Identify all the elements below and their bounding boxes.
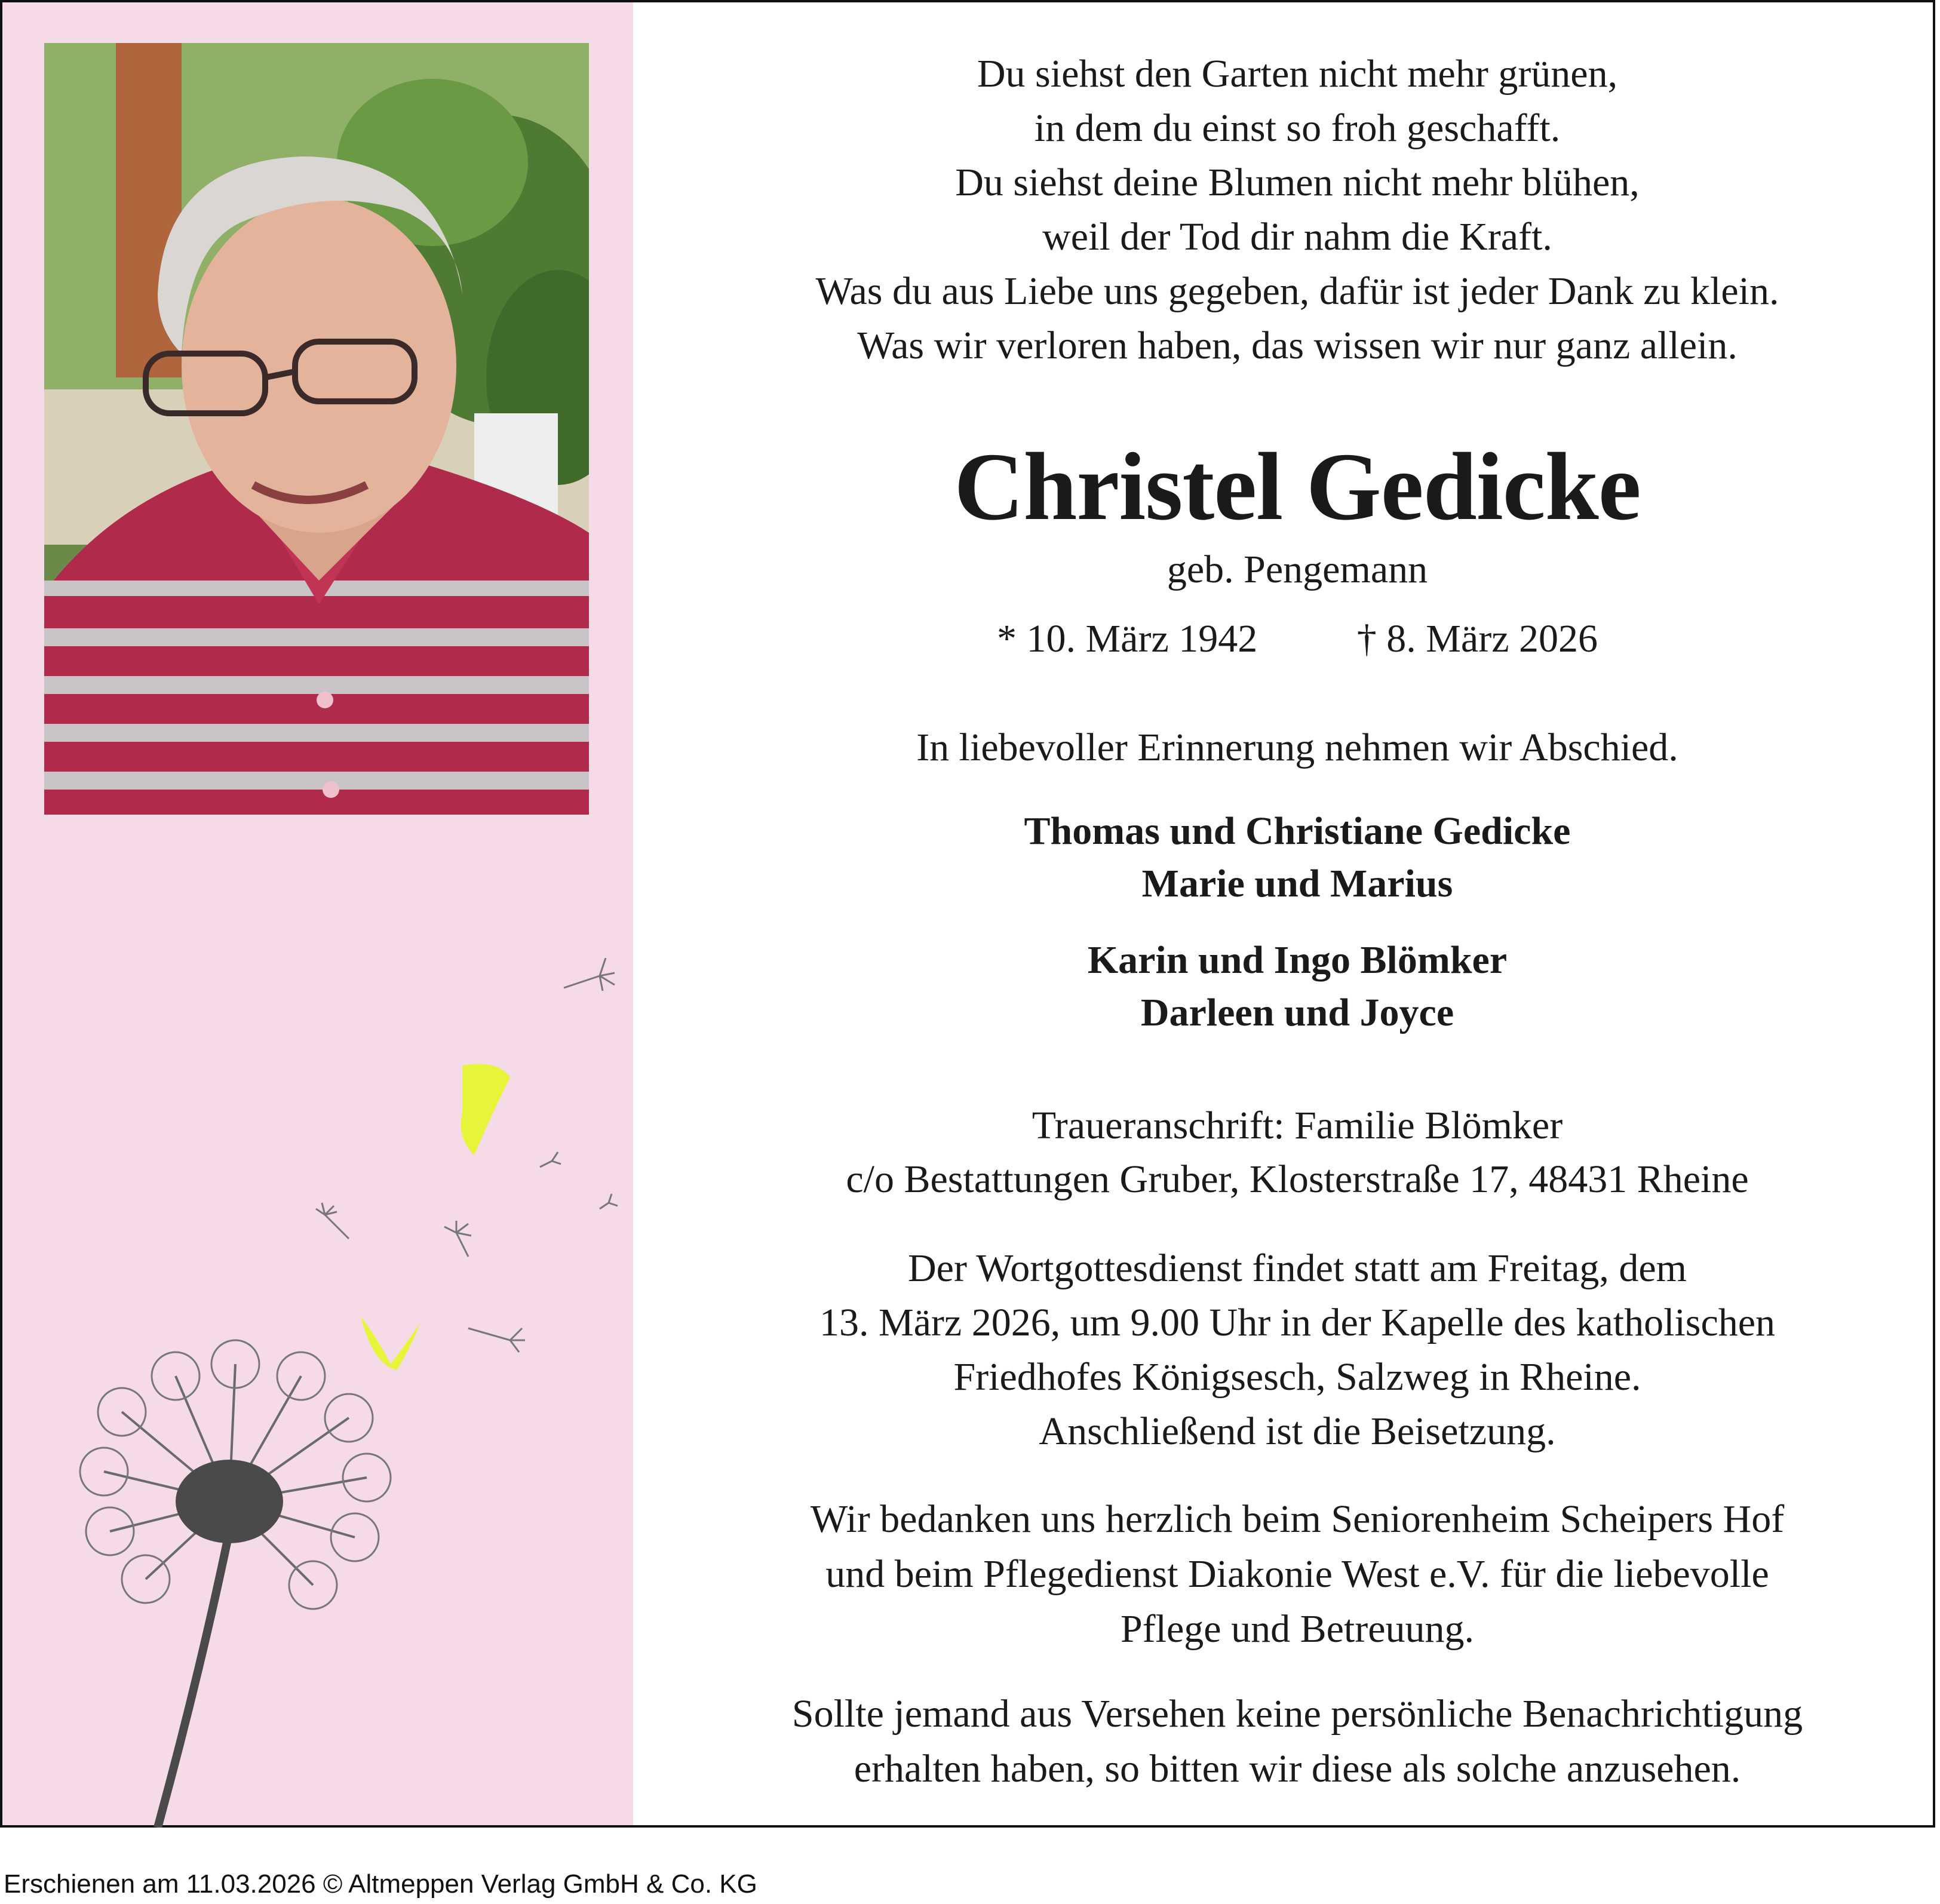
service-line: Friedhofes Königsesch, Salzweg in Rheine. [953, 1355, 1641, 1399]
thanks-line: und beim Pflegedienst Diakonie West e.V. für die liebevolle [825, 1552, 1769, 1596]
side-panel [2, 2, 633, 1825]
thanks-text [671, 1492, 1923, 1657]
mourning-address [671, 1099, 1923, 1206]
poem-line: Was du aus Liebe uns gegeben, dafür ist jeder Dank zu klein. [815, 269, 1779, 313]
dandelion-illustration [2, 958, 633, 1828]
notification-line: Sollte jemand aus Versehen keine persönliche Benachrichtigung [791, 1692, 1803, 1736]
publication-footer: Erschienen am 11.03.2026 © Altmeppen Verlag GmbH & Co. KG [4, 1869, 757, 1899]
address-line: c/o Bestattungen Gruber, Klosterstraße 17, 48431 Rheine [846, 1157, 1749, 1201]
poem-line: Du siehst deine Blumen nicht mehr blühen, [955, 161, 1640, 204]
life-dates [671, 615, 1923, 663]
address-line: Traueranschrift: Familie Blömker [1032, 1104, 1563, 1147]
deceased-name: Christel Gedicke [954, 434, 1641, 541]
thanks-line: Pflege und Betreuung. [1120, 1607, 1475, 1651]
butterfly-icon-1 [461, 1064, 511, 1156]
service-line: Anschließend ist die Beisetzung. [1039, 1409, 1556, 1453]
poem [671, 47, 1923, 373]
family-line: Darleen und Joyce [1140, 991, 1454, 1034]
service-info [671, 1241, 1923, 1458]
birth-name: geb. Pengemann [1167, 548, 1428, 591]
service-line: Der Wortgottesdienst findet statt am Freitag, dem [907, 1246, 1687, 1290]
poem-line: Was wir verloren haben, das wissen wir nur ganz allein. [857, 324, 1738, 367]
family-group [671, 805, 1923, 910]
notification-line: erhalten haben, so bitten wir diese als solche anzusehen. [854, 1747, 1741, 1791]
family-group [671, 934, 1923, 1039]
family-line: Marie und Marius [1141, 862, 1453, 905]
birth-date: * 10. März 1942 [996, 617, 1258, 661]
farewell-text: In liebevoller Erinnerung nehmen wir Abschied. [916, 726, 1678, 769]
family-line: Karin und Ingo Blömker [1087, 938, 1508, 982]
family-line: Thomas und Christiane Gedicke [1024, 809, 1571, 853]
poem-line: weil der Tod dir nahm die Kraft. [1042, 215, 1552, 259]
butterfly-icon-2 [361, 1316, 420, 1370]
poem-line: in dem du einst so froh geschafft. [1034, 106, 1561, 150]
service-line: 13. März 2026, um 9.00 Uhr in der Kapelle des katholischen [819, 1301, 1776, 1344]
poem-line: Du siehst den Garten nicht mehr grünen, [977, 52, 1618, 96]
thanks-line: Wir bedanken uns herzlich beim Seniorenheim Scheipers Hof [810, 1497, 1785, 1541]
portrait-photo [44, 43, 589, 815]
death-date: † 8. März 2026 [1356, 617, 1598, 661]
notification-text [671, 1687, 1923, 1796]
